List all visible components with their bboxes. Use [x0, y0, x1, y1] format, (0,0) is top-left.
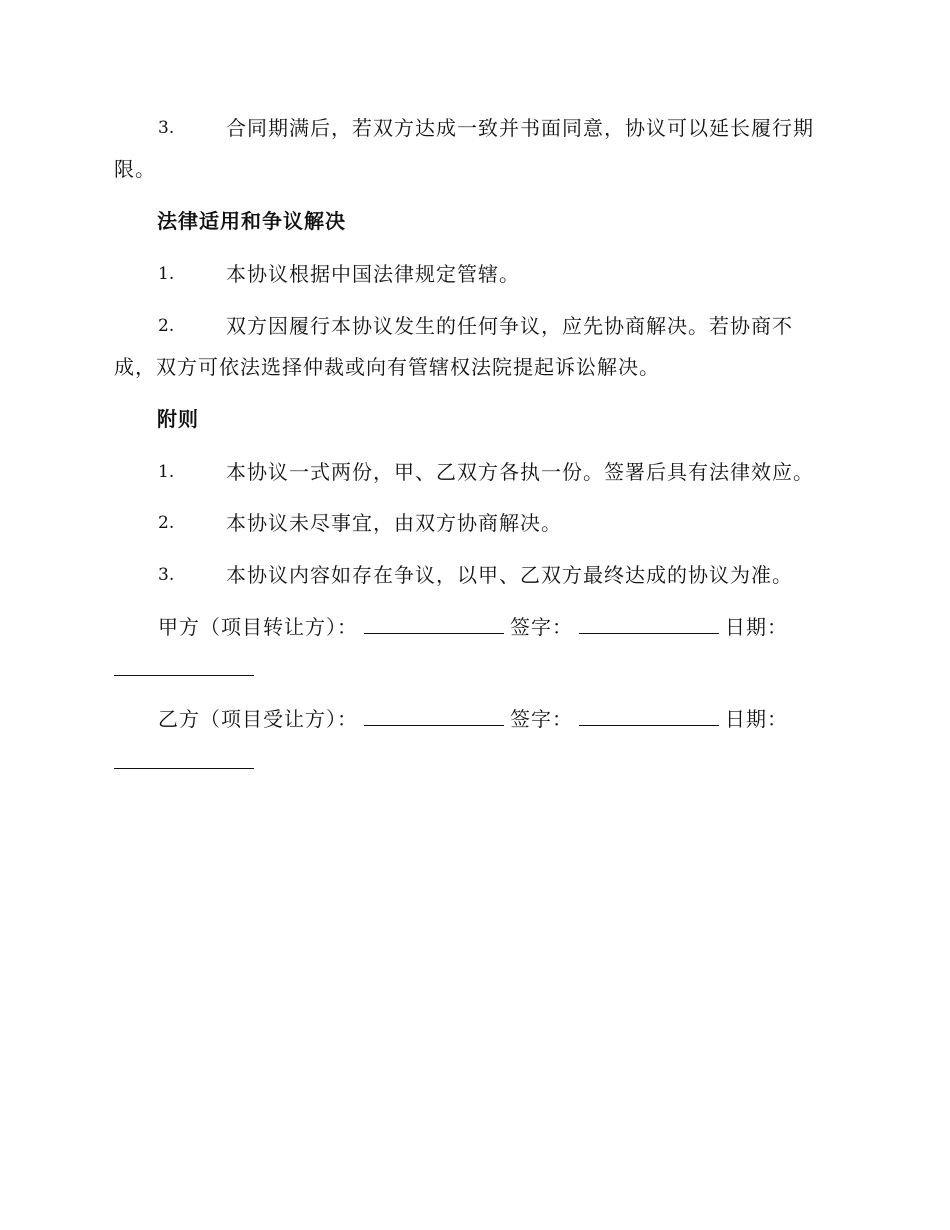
- appendix-item-2-text: 本协议未尽事宜，由双方协商解决。: [226, 511, 562, 535]
- party-a-label: 甲方（项目转让方）：: [158, 615, 358, 639]
- term-item-3-text-line2: 限。: [114, 157, 156, 181]
- appendix-section-heading: 附则: [157, 407, 199, 431]
- law-item-1-text: 本协议根据中国法律规定管辖。: [226, 262, 520, 286]
- law-item-2-text-line2: 成，双方可依法选择仲裁或向有管辖权法院提起诉讼解决。: [114, 355, 660, 379]
- term-item-3-number: 3.: [158, 118, 175, 138]
- party-a-date-label: 日期：: [725, 615, 788, 639]
- appendix-item-1-number: 1.: [158, 462, 175, 482]
- party-b-sign-label: 签字：: [510, 707, 573, 731]
- appendix-item-2-number: 2.: [158, 513, 175, 533]
- party-b-signature-blank[interactable]: [579, 707, 719, 726]
- law-item-2-number: 2.: [158, 316, 175, 336]
- party-b-date-blank[interactable]: [114, 767, 254, 769]
- appendix-item-3-text: 本协议内容如存在争议，以甲、乙双方最终达成的协议为准。: [226, 563, 793, 587]
- party-a-date-blank[interactable]: [114, 674, 254, 676]
- term-item-3-text-line1: 合同期满后，若双方达成一致并书面同意，协议可以延长履行期: [226, 116, 814, 140]
- law-item-1-number: 1.: [158, 264, 175, 284]
- party-a-name-blank[interactable]: [364, 615, 504, 634]
- party-a-signature-blank[interactable]: [579, 615, 719, 634]
- law-section-heading: 法律适用和争议解决: [157, 209, 346, 233]
- appendix-item-3-number: 3.: [158, 565, 175, 585]
- party-a-sign-label: 签字：: [510, 615, 573, 639]
- law-item-2-text-line1: 双方因履行本协议发生的任何争议，应先协商解决。若协商不: [226, 314, 793, 338]
- party-a-signature-row: [158, 615, 788, 639]
- appendix-item-1-text: 本协议一式两份，甲、乙双方各执一份。签署后具有法律效应。: [226, 460, 814, 484]
- party-b-date-label: 日期：: [725, 707, 788, 731]
- party-b-signature-row: [158, 707, 788, 731]
- party-b-name-blank[interactable]: [364, 707, 504, 726]
- party-b-label: 乙方（项目受让方）：: [158, 707, 358, 731]
